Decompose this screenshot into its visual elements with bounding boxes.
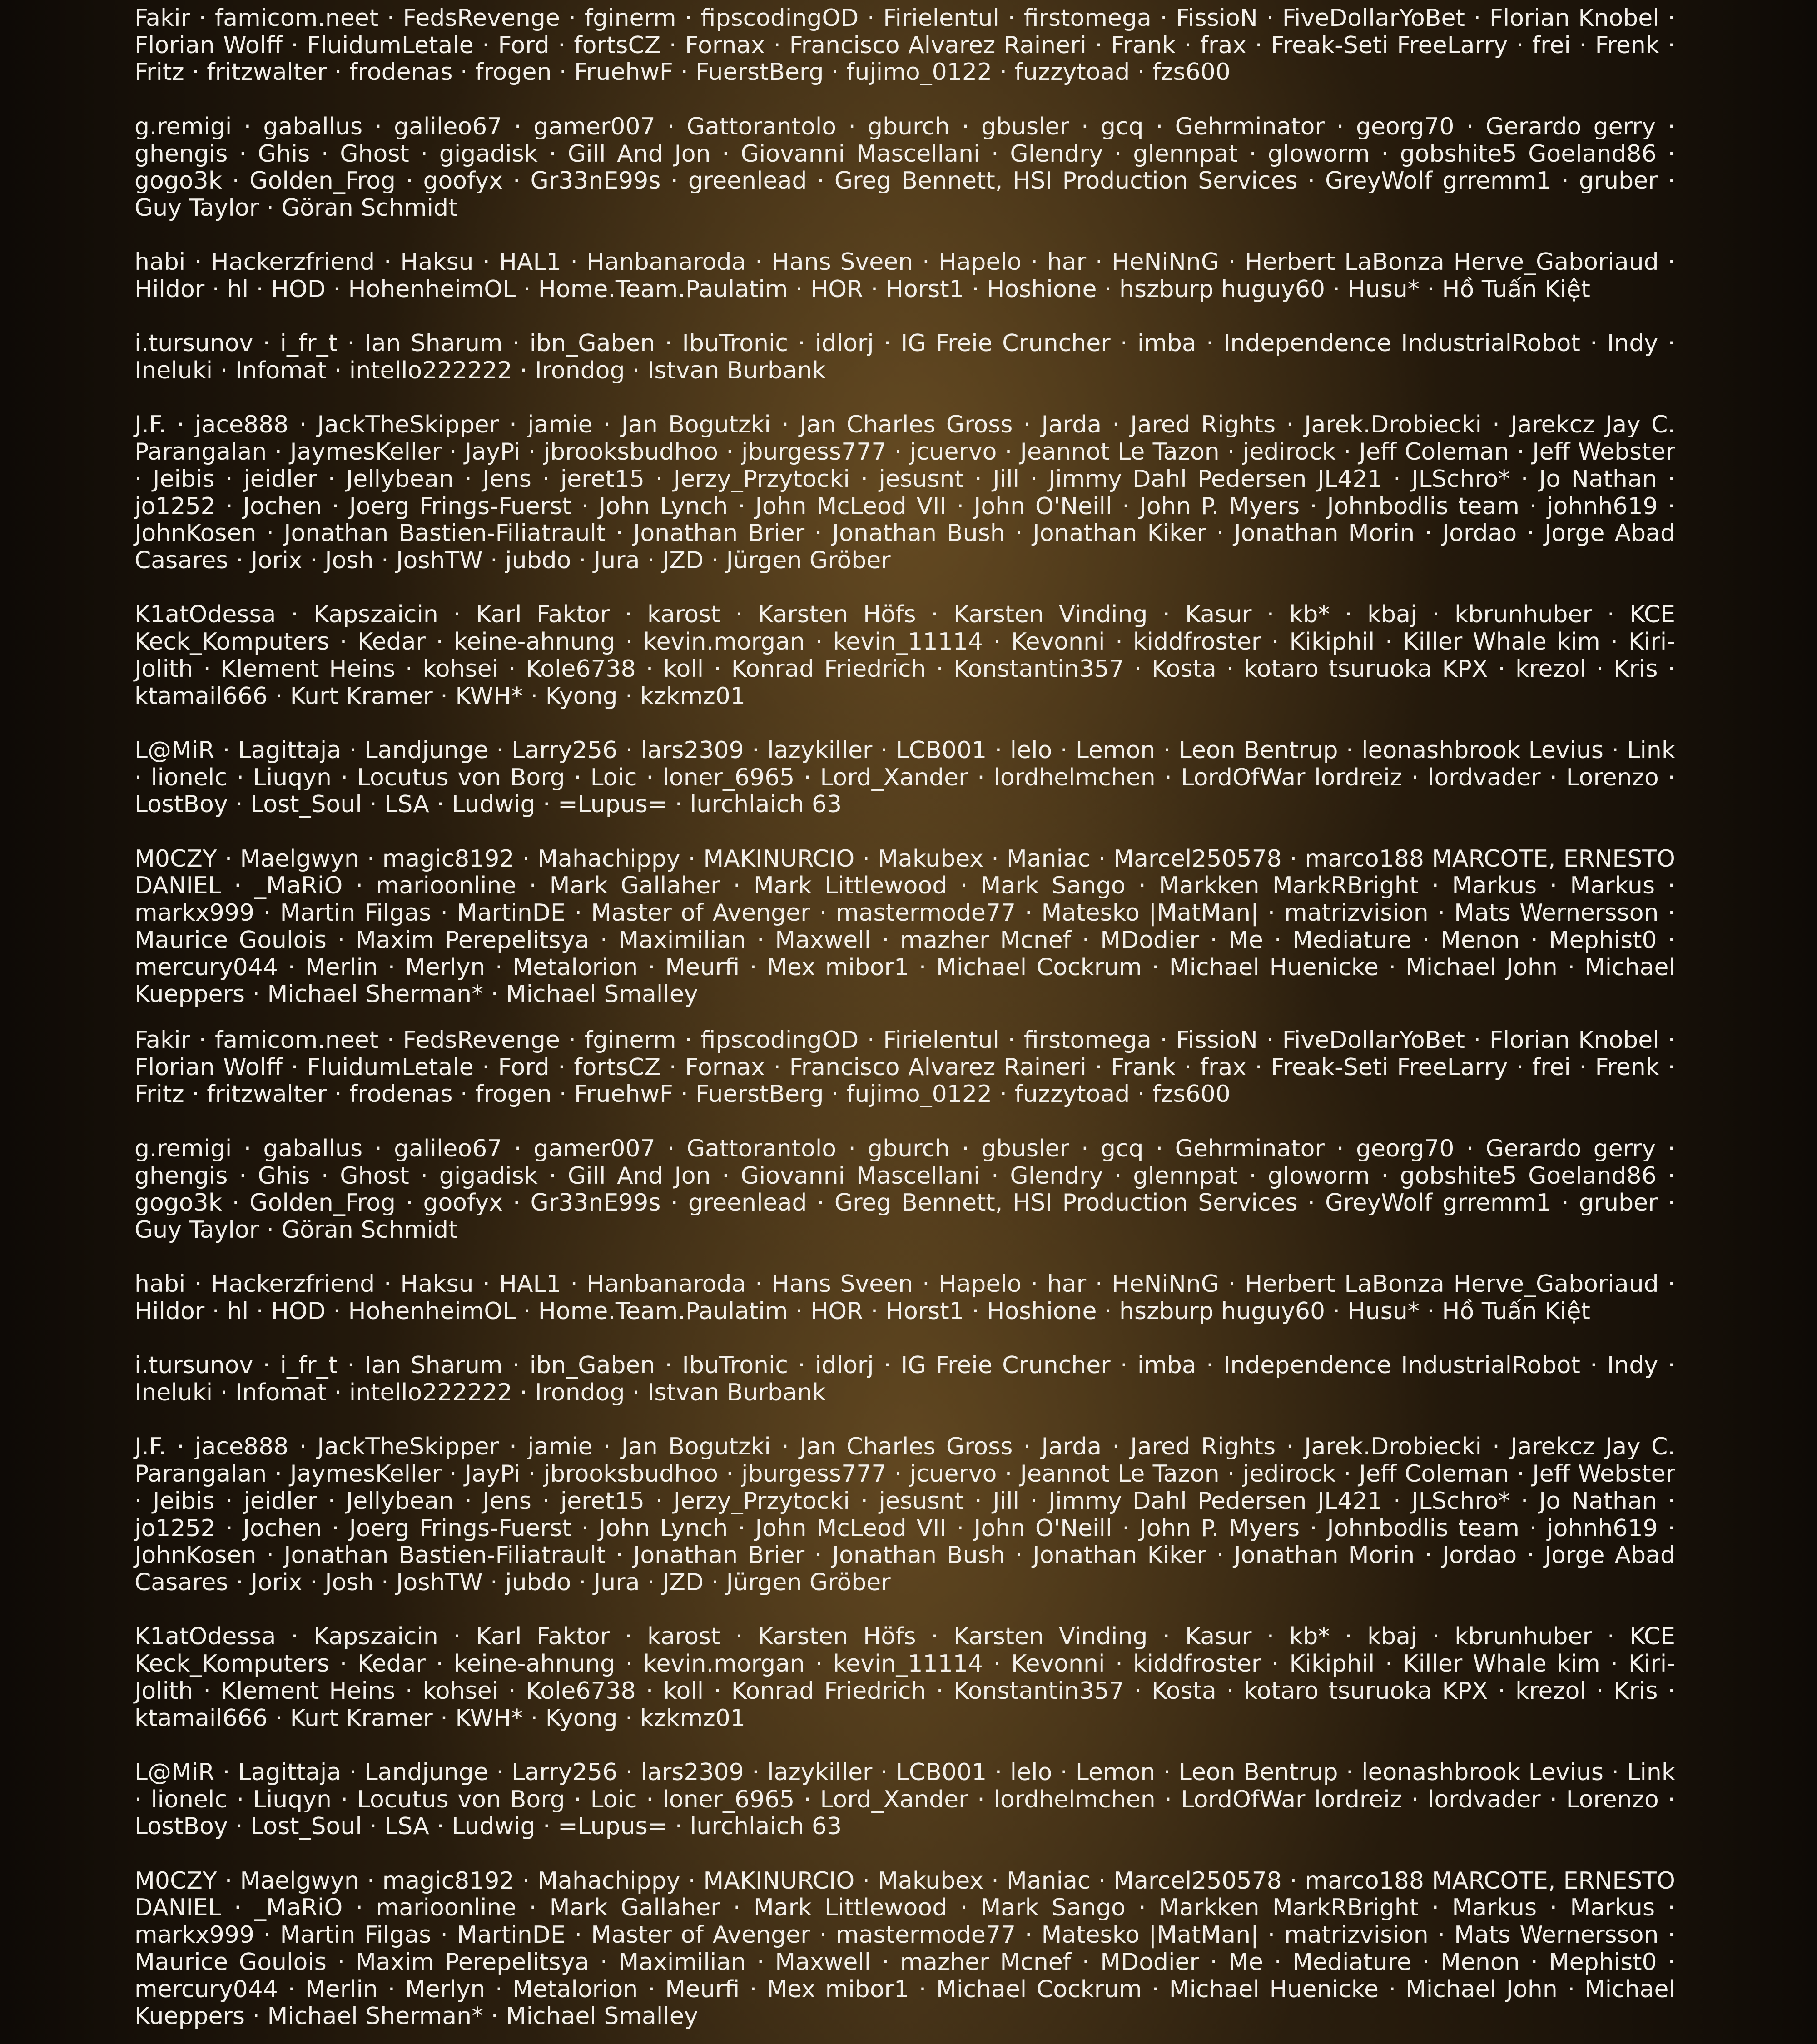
credits-group-j: J.F. · jace888 · JackTheSkipper · jamie · Jan Bogutzki · Jan Charles Gross · Jarda · Jared Rights · Jarek.Drobiecki · Jarekcz Jay C. Parangalan · JaymesKeller · JayPi · jbrooksbudhoo · jburgess777 · jcuervo · Jeannot Le Tazon · jedirock · Jeff Coleman · Jeff Webster · Jeibis · jeidler · Jellybean · Jens · jeret15 · Jerzy_Przytocki · jesusnt · Jill · Jimmy Dahl Pedersen JL421 · JLSchro* · Jo Nathan · jo1252 · Jochen · Joerg Frings-Fuerst · John Lynch · John McLeod VII · John O'Neill · John P. Myers · Johnbodlis team · johnh619 · JohnKosen · Jonathan Bastien-Filiatrault · Jonathan Brier · Jonathan Bush · Jonathan Kiker · Jonathan Morin · Jordao · Jorge Abad Casares · Jorix · Josh · JoshTW · jubdo · Jura · JZD · Jürgen Gröber [134,411,1675,574]
credits-group-g: g.remigi · gaballus · galileo67 · gamer007 · Gattorantolo · gburch · gbusler · gcq · Gehrminator · georg70 · Gerardo gerry · ghengis · Ghis · Ghost · gigadisk · Gill And Jon · Giovanni Mascellani · Glendry · glennpat · gloworm · gobshite5 Goeland86 · gogo3k · Golden_Frog · goofyx · Gr33nE99s · greenlead · Greg Bennett, HSI Production Services · GreyWolf grremm1 · gruber · Guy Taylor · Göran Schmidt [134,1135,1675,1244]
credits-viewport-lower[interactable] [0,1022,1817,2044]
credits-group-i: i.tursunov · i_fr_t · Ian Sharum · ibn_Gaben · IbuTronic · idlorj · IG Freie Cruncher · imba · Independence IndustrialRobot · Indy · Ineluki · Infomat · intello222222 · Irondog · Istvan Burbank [134,1352,1675,1407]
credits-group-f: Fakir · famicom.neet · FedsRevenge · fginerm · fipscodingOD · Firielentul · firstomega · FissioN · FiveDollarYoBet · Florian Knobel · Florian Wolff · FluidumLetale · Ford · fortsCZ · Fornax · Francisco Alvarez Raineri · Frank · frax · Freak-Seti FreeLarry · frei · Frenk · Fritz · fritzwalter · frodenas · frogen · FruehwF · FuerstBerg · fujimo_0122 · fuzzytoad · fzs600 [134,5,1675,86]
credits-group-l: L@MiR · Lagittaja · Landjunge · Larry256 · lars2309 · lazykiller · LCB001 · lelo · Lemon · Leon Bentrup · leonashbrook Levius · Link · lionelc · Liuqyn · Locutus von Borg · Loic · loner_6965 · Lord_Xander · lordhelmchen · LordOfWar lordreiz · lordvader · Lorenzo · LostBoy · Lost_Soul · LSA · Ludwig · =Lupus= · lurchlaich 63 [134,736,1675,819]
credits-group-m: M0CZY · Maelgwyn · magic8192 · Mahachippy · MAKINURCIO · Makubex · Maniac · Marcel250578 · marco188 MARCOTE, ERNESTO DANIEL · _MaRiO · marioonline · Mark Gallaher · Mark Littlewood · Mark Sango · Markken MarkRBright · Markus · Markus · markx999 · Martin Filgas · MartinDE · Master of Avenger · mastermode77 · Matesko |MatMan| · matrizvision · Mats Wernersson · Maurice Goulois · Maxim Perepelitsya · Maximilian · Maxwell · mazher Mcnef · MDodier · Me · Mediature · Menon · Mephist0 · mercury044 · Merlin · Merlyn · Metalorion · Meurfi · Mex mibor1 · Michael Cockrum · Michael Huenicke · Michael John · Michael Kueppers · Michael Sherman* · Michael Smalley [134,845,1675,1008]
credits-group-i: i.tursunov · i_fr_t · Ian Sharum · ibn_Gaben · IbuTronic · idlorj · IG Freie Cruncher · imba · Independence IndustrialRobot · Indy · Ineluki · Infomat · intello222222 · Irondog · Istvan Burbank [134,330,1675,385]
credits-list [134,5,1675,1022]
credits-group-l: L@MiR · Lagittaja · Landjunge · Larry256 · lars2309 · lazykiller · LCB001 · lelo · Lemon · Leon Bentrup · leonashbrook Levius · Link · lionelc · Liuqyn · Locutus von Borg · Loic · loner_6965 · Lord_Xander · lordhelmchen · LordOfWar lordreiz · lordvader · Lorenzo · LostBoy · Lost_Soul · LSA · Ludwig · =Lupus= · lurchlaich 63 [134,1758,1675,1841]
credits-group-j: J.F. · jace888 · JackTheSkipper · jamie · Jan Bogutzki · Jan Charles Gross · Jarda · Jared Rights · Jarek.Drobiecki · Jarekcz Jay C. Parangalan · JaymesKeller · JayPi · jbrooksbudhoo · jburgess777 · jcuervo · Jeannot Le Tazon · jedirock · Jeff Coleman · Jeff Webster · Jeibis · jeidler · Jellybean · Jens · jeret15 · Jerzy_Przytocki · jesusnt · Jill · Jimmy Dahl Pedersen JL421 · JLSchro* · Jo Nathan · jo1252 · Jochen · Joerg Frings-Fuerst · John Lynch · John McLeod VII · John O'Neill · John P. Myers · Johnbodlis team · johnh619 · JohnKosen · Jonathan Bastien-Filiatrault · Jonathan Brier · Jonathan Bush · Jonathan Kiker · Jonathan Morin · Jordao · Jorge Abad Casares · Jorix · Josh · JoshTW · jubdo · Jura · JZD · Jürgen Gröber [134,1433,1675,1596]
credits-group-h: habi · Hackerzfriend · Haksu · HAL1 · Hanbanaroda · Hans Sveen · Hapelo · har · HeNiNnG · Herbert LaBonza Herve_Gaboriaud · Hildor · hl · HOD · HohenheimOL · Home.Team.Paulatim · HOR · Horst1 · Hoshione · hszburp huguy60 · Husu* · Hồ Tuấn Kiệt [134,248,1675,303]
credits-group-m: M0CZY · Maelgwyn · magic8192 · Mahachippy · MAKINURCIO · Makubex · Maniac · Marcel250578 · marco188 MARCOTE, ERNESTO DANIEL · _MaRiO · marioonline · Mark Gallaher · Mark Littlewood · Mark Sango · Markken MarkRBright · Markus · Markus · markx999 · Martin Filgas · MartinDE · Master of Avenger · mastermode77 · Matesko |MatMan| · matrizvision · Mats Wernersson · Maurice Goulois · Maxim Perepelitsya · Maximilian · Maxwell · mazher Mcnef · MDodier · Me · Mediature · Menon · Mephist0 · mercury044 · Merlin · Merlyn · Metalorion · Meurfi · Mex mibor1 · Michael Cockrum · Michael Huenicke · Michael John · Michael Kueppers · Michael Sherman* · Michael Smalley [134,1867,1675,2030]
credits-list [134,1027,1675,2044]
credits-group-g: g.remigi · gaballus · galileo67 · gamer007 · Gattorantolo · gburch · gbusler · gcq · Gehrminator · georg70 · Gerardo gerry · ghengis · Ghis · Ghost · gigadisk · Gill And Jon · Giovanni Mascellani · Glendry · glennpat · gloworm · gobshite5 Goeland86 · gogo3k · Golden_Frog · goofyx · Gr33nE99s · greenlead · Greg Bennett, HSI Production Services · GreyWolf grremm1 · gruber · Guy Taylor · Göran Schmidt [134,113,1675,222]
credits-group-h: habi · Hackerzfriend · Haksu · HAL1 · Hanbanaroda · Hans Sveen · Hapelo · har · HeNiNnG · Herbert LaBonza Herve_Gaboriaud · Hildor · hl · HOD · HohenheimOL · Home.Team.Paulatim · HOR · Horst1 · Hoshione · hszburp huguy60 · Husu* · Hồ Tuấn Kiệt [134,1270,1675,1325]
credits-group-k: K1atOdessa · Kapszaicin · Karl Faktor · karost · Karsten Höfs · Karsten Vinding · Kasur · kb* · kbaj · kbrunhuber · KCE Keck_Komputers · Kedar · keine-ahnung · kevin.morgan · kevin_11114 · Kevonni · kiddfroster · Kikiphil · Killer Whale kim · Kiri-Jolith · Klement Heins · kohsei · Kole6738 · koll · Konrad Friedrich · Konstantin357 · Kosta · kotaro tsuruoka KPX · krezol · Kris · ktamail666 · Kurt Kramer · KWH* · Kyong · kzkmz01 [134,601,1675,710]
credits-group-k: K1atOdessa · Kapszaicin · Karl Faktor · karost · Karsten Höfs · Karsten Vinding · Kasur · kb* · kbaj · kbrunhuber · KCE Keck_Komputers · Kedar · keine-ahnung · kevin.morgan · kevin_11114 · Kevonni · kiddfroster · Kikiphil · Killer Whale kim · Kiri-Jolith · Klement Heins · kohsei · Kole6738 · koll · Konrad Friedrich · Konstantin357 · Kosta · kotaro tsuruoka KPX · krezol · Kris · ktamail666 · Kurt Kramer · KWH* · Kyong · kzkmz01 [134,1623,1675,1732]
credits-group-f: Fakir · famicom.neet · FedsRevenge · fginerm · fipscodingOD · Firielentul · firstomega · FissioN · FiveDollarYoBet · Florian Knobel · Florian Wolff · FluidumLetale · Ford · fortsCZ · Fornax · Francisco Alvarez Raineri · Frank · frax · Freak-Seti FreeLarry · frei · Frenk · Fritz · fritzwalter · frodenas · frogen · FruehwF · FuerstBerg · fujimo_0122 · fuzzytoad · fzs600 [134,1027,1675,1108]
